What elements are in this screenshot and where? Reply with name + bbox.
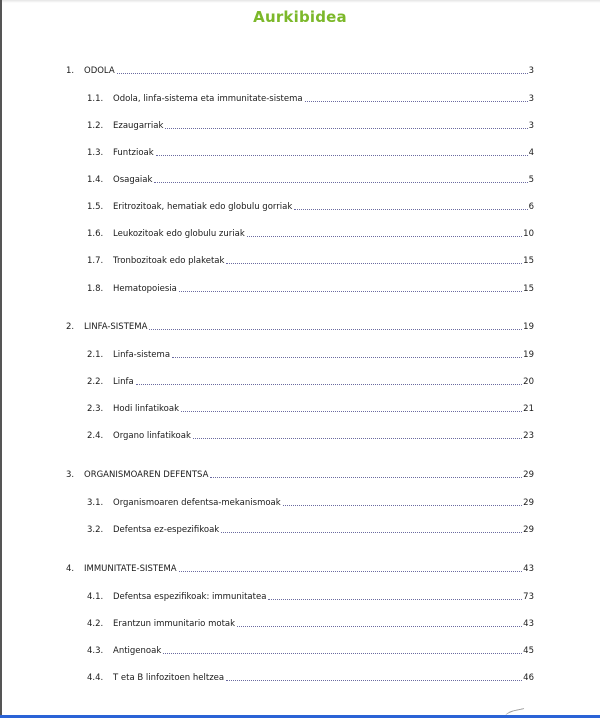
- toc-entry-page: 21: [523, 404, 534, 414]
- dot-leader: [156, 155, 528, 156]
- dot-leader: [193, 438, 522, 439]
- toc-entry-page: 23: [523, 431, 534, 441]
- toc-entry-label: Antigenoak: [113, 646, 162, 656]
- toc-entry-2-1[interactable]: [87, 348, 534, 360]
- dot-leader: [179, 571, 523, 572]
- toc-entry-number: 3.: [66, 470, 75, 480]
- toc-entry-section-4[interactable]: [66, 562, 534, 574]
- toc-entry-number: 3.2.: [87, 525, 104, 535]
- toc-entry-number: 4.4.: [87, 673, 104, 683]
- dot-leader: [136, 384, 522, 385]
- toc-entry-page: 19: [523, 322, 534, 332]
- toc-entry-2-4[interactable]: [87, 429, 534, 441]
- toc-entry-label: LINFA-SISTEMA: [84, 322, 148, 332]
- dot-leader: [179, 291, 522, 292]
- dot-leader: [226, 680, 522, 681]
- toc-entry-page: 73: [523, 592, 534, 602]
- toc-entry-label: Defentsa ez-espezifikoak: [113, 525, 220, 535]
- toc-entry-label: Defentsa espezifikoak: immunitatea: [113, 592, 267, 602]
- toc-entry-1-1[interactable]: [87, 92, 534, 104]
- toc-entry-4-1[interactable]: [87, 590, 534, 602]
- toc-entry-number: 3.1.: [87, 498, 104, 508]
- toc-entry-label: Osagaiak: [113, 175, 153, 185]
- toc-entry-number: 2.3.: [87, 404, 104, 414]
- toc-entry-1-5[interactable]: [87, 200, 534, 212]
- toc-entry-3-2[interactable]: [87, 523, 534, 535]
- toc-entry-number: 1.2.: [87, 121, 104, 131]
- toc-entry-3-1[interactable]: [87, 496, 534, 508]
- toc-entry-4-3[interactable]: [87, 644, 534, 656]
- toc-entry-label: Linfa: [113, 377, 134, 387]
- toc-entry-1-7[interactable]: [87, 254, 534, 266]
- toc-entry-page: 3: [528, 121, 534, 131]
- dot-leader: [172, 357, 522, 358]
- toc-entry-number: 2.: [66, 322, 75, 332]
- toc-entry-1-2[interactable]: [87, 119, 534, 131]
- toc-entry-page: 43: [523, 564, 534, 574]
- window-left-border: [0, 0, 2, 718]
- toc-entry-label: Organismoaren defentsa-mekanismoak: [113, 498, 281, 508]
- toc-entry-number: 4.: [66, 564, 75, 574]
- dot-leader: [268, 599, 522, 600]
- dot-leader: [154, 182, 527, 183]
- toc-entry-page: 20: [523, 377, 534, 387]
- toc-entry-page: 4: [528, 148, 534, 158]
- toc-entry-number: 4.3.: [87, 646, 104, 656]
- toc-entry-section-1[interactable]: [66, 64, 534, 76]
- toc-entry-4-2[interactable]: [87, 617, 534, 629]
- toc-entry-1-6[interactable]: [87, 227, 534, 239]
- toc-entry-section-2[interactable]: [66, 320, 534, 332]
- toc-entry-label: Odola, linfa-sistema eta immunitate-sistema: [113, 94, 303, 104]
- dot-leader: [221, 532, 522, 533]
- dot-leader: [247, 236, 522, 237]
- toc-entry-number: 1.3.: [87, 148, 104, 158]
- toc-entry-1-3[interactable]: [87, 146, 534, 158]
- toc-entry-number: 2.1.: [87, 350, 104, 360]
- toc-entry-label: Organo linfatikoak: [113, 431, 191, 441]
- toc-entry-number: 1.5.: [87, 202, 104, 212]
- toc-entry-page: 45: [523, 646, 534, 656]
- toc-entry-label: Ezaugarriak: [113, 121, 164, 131]
- toc-entry-number: 1.6.: [87, 229, 104, 239]
- page-top-edge: [2, 0, 600, 3]
- dot-leader: [117, 73, 528, 74]
- toc-entry-2-3[interactable]: [87, 402, 534, 414]
- toc-entry-number: 1.1.: [87, 94, 104, 104]
- toc-entry-2-2[interactable]: [87, 375, 534, 387]
- dot-leader: [283, 505, 522, 506]
- toc-entry-page: 10: [523, 229, 534, 239]
- toc-entry-label: Tronbozitoak edo plaketak: [113, 256, 225, 266]
- dot-leader: [210, 477, 522, 478]
- toc-entry-page: 6: [528, 202, 534, 212]
- dot-leader: [149, 329, 522, 330]
- toc-entry-label: T eta B linfozitoen heltzea: [113, 673, 225, 683]
- toc-entry-label: ODOLA: [84, 66, 115, 76]
- dot-leader: [181, 411, 522, 412]
- dot-leader: [294, 209, 527, 210]
- toc-entry-4-4[interactable]: [87, 671, 534, 683]
- toc-entry-label: Hodi linfatikoak: [113, 404, 180, 414]
- dot-leader: [163, 653, 522, 654]
- toc-entry-page: 29: [523, 525, 534, 535]
- toc-entry-number: 1.7.: [87, 256, 104, 266]
- toc-entry-label: Leukozitoak edo globulu zuriak: [113, 229, 245, 239]
- toc-entry-label: Erantzun immunitario motak: [113, 619, 236, 629]
- toc-entry-label: Eritrozitoak, hematiak edo globulu gorriak: [113, 202, 293, 212]
- toc-entry-page: 29: [523, 470, 534, 480]
- toc-entry-label: ORGANISMOAREN DEFENTSA: [84, 470, 209, 480]
- toc-entry-label: Funtzioak: [113, 148, 154, 158]
- toc-entry-1-4[interactable]: [87, 173, 534, 185]
- toc-entry-page: 29: [523, 498, 534, 508]
- toc-title: Aurkibidea: [253, 8, 347, 26]
- toc-entry-page: 15: [523, 256, 534, 266]
- toc-entry-number: 1.: [66, 66, 75, 76]
- toc-entry-number: 4.2.: [87, 619, 104, 629]
- dot-leader: [226, 263, 522, 264]
- toc-entry-page: 5: [528, 175, 534, 185]
- toc-entry-section-3[interactable]: [66, 468, 534, 480]
- toc-entry-1-8[interactable]: [87, 282, 534, 294]
- toc-entry-page: 3: [528, 66, 534, 76]
- toc-entry-number: 1.4.: [87, 175, 104, 185]
- toc-entry-label: Hematopoiesia: [113, 284, 177, 294]
- dot-leader: [305, 101, 528, 102]
- toc-entry-page: 43: [523, 619, 534, 629]
- toc-entry-label: Linfa-sistema: [113, 350, 171, 360]
- dot-leader: [165, 128, 527, 129]
- toc-entry-number: 4.1.: [87, 592, 104, 602]
- toc-entry-page: 46: [523, 673, 534, 683]
- toc-entry-page: 15: [523, 284, 534, 294]
- toc-entry-number: 1.8.: [87, 284, 104, 294]
- toc-entry-number: 2.4.: [87, 431, 104, 441]
- toc-entry-label: IMMUNITATE-SISTEMA: [84, 564, 177, 574]
- dot-leader: [237, 626, 522, 627]
- toc-entry-page: 3: [528, 94, 534, 104]
- toc-entry-number: 2.2.: [87, 377, 104, 387]
- toc-entry-page: 19: [523, 350, 534, 360]
